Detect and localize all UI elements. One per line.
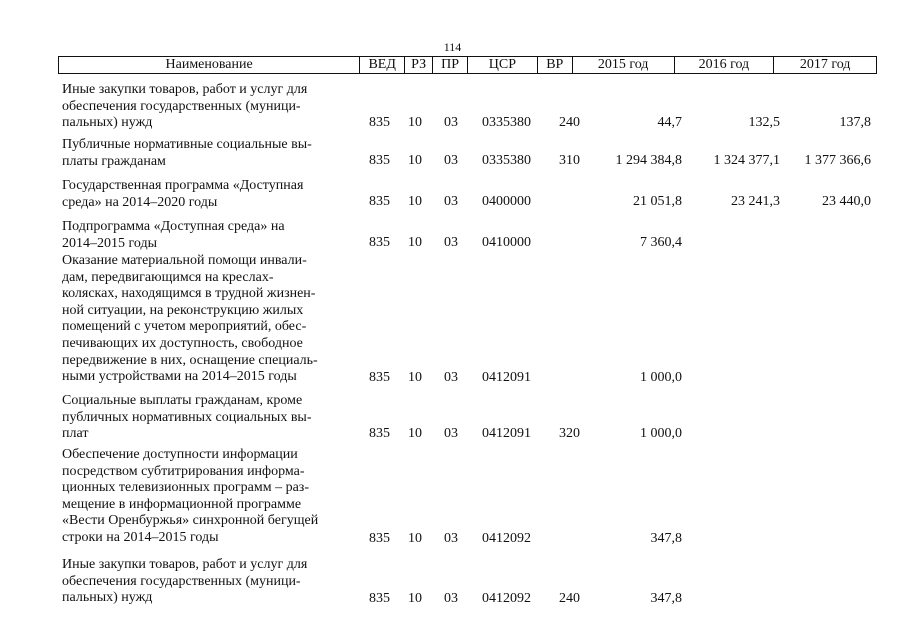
- row-ved: 835: [369, 115, 390, 131]
- row-value-2015: 347,8: [650, 531, 682, 547]
- header-2015: 2015 год: [573, 57, 675, 73]
- row-value-2016: 132,5: [748, 115, 780, 131]
- row-name: Обеспечение доступности информации посредством субтитрирования информа- ционных телевизионных программ – раз- мещение в информационной программе «Вести Оренбуржья» синхронной бегущей строки на 2014–2015 годы: [62, 447, 319, 545]
- row-value-2015: 347,8: [650, 591, 682, 607]
- row-value-2015: 7 360,4: [640, 235, 682, 251]
- header-pr: ПР: [433, 57, 468, 73]
- row-vr: 240: [559, 115, 580, 131]
- row-pr: 03: [444, 153, 458, 169]
- row-csr: 0412091: [482, 370, 531, 386]
- table-row: [0, 253, 905, 387]
- header-2017: 2017 год: [799, 57, 851, 72]
- header-name: Наименование: [59, 57, 360, 73]
- row-value-2017: 1 377 366,6: [804, 153, 871, 169]
- row-csr: 0410000: [482, 235, 531, 251]
- row-name: Государственная программа «Доступная среда» на 2014–2020 годы: [62, 178, 304, 210]
- page-number: 114: [443, 40, 462, 54]
- row-pr: 03: [444, 115, 458, 131]
- table-row: [0, 447, 905, 548]
- row-vr: 240: [559, 591, 580, 607]
- row-rz: 10: [408, 531, 422, 547]
- row-pr: 03: [444, 194, 458, 210]
- row-name: Иные закупки товаров, работ и услуг для обеспечения государственных (муници- пальных) нужд: [62, 557, 308, 606]
- row-value-2016: 1 324 377,1: [713, 153, 780, 169]
- row-value-2015: 1 000,0: [640, 370, 682, 386]
- table-row: [0, 82, 905, 132]
- row-rz: 10: [408, 194, 422, 210]
- row-name: Подпрограмма «Доступная среда» на 2014–2015 годы: [62, 219, 285, 251]
- row-ved: 835: [369, 531, 390, 547]
- table-row: [0, 557, 905, 608]
- row-csr: 0335380: [482, 153, 531, 169]
- row-pr: 03: [444, 426, 458, 442]
- row-ved: 835: [369, 591, 390, 607]
- row-name: Публичные нормативные социальные вы- платы гражданам: [62, 137, 312, 169]
- row-pr: 03: [444, 591, 458, 607]
- row-ved: 835: [369, 426, 390, 442]
- row-ved: 835: [369, 235, 390, 251]
- header-csr: ЦСР: [468, 57, 538, 73]
- row-pr: 03: [444, 235, 458, 251]
- row-value-2015: 44,7: [657, 115, 682, 131]
- row-rz: 10: [408, 153, 422, 169]
- table-row: [0, 219, 905, 252]
- row-vr: 310: [559, 153, 580, 169]
- table-row: [0, 178, 905, 211]
- row-value-2017: 23 440,0: [822, 194, 871, 210]
- row-csr: 0412092: [482, 591, 531, 607]
- row-rz: 10: [408, 235, 422, 251]
- header-vr: ВР: [538, 57, 573, 73]
- table-header: [58, 56, 877, 74]
- row-csr: 0400000: [482, 194, 531, 210]
- table-row: [0, 393, 905, 443]
- header-ved: ВЕД: [360, 57, 405, 73]
- row-rz: 10: [408, 115, 422, 131]
- row-rz: 10: [408, 426, 422, 442]
- row-ved: 835: [369, 370, 390, 386]
- row-name: Социальные выплаты гражданам, кроме публичных нормативных социальных вы- плат: [62, 393, 312, 442]
- row-name: Оказание материальной помощи инвали- дам, передвигающимся на креслах- колясках, находящимся в трудной жизнен- ной ситуации, на реконструкцию жилых помещений с учетом мероприятий, обес- печивающих их доступность, свободное передвижение в них, оснащение специаль- ными устройствами на 2014–2015 годы: [62, 253, 318, 385]
- row-value-2015: 1 294 384,8: [615, 153, 682, 169]
- row-pr: 03: [444, 370, 458, 386]
- row-value-2016: 23 241,3: [731, 194, 780, 210]
- row-name: Иные закупки товаров, работ и услуг для обеспечения государственных (муници- пальных) нужд: [62, 82, 308, 131]
- row-csr: 0335380: [482, 115, 531, 131]
- row-ved: 835: [369, 194, 390, 210]
- row-pr: 03: [444, 531, 458, 547]
- row-rz: 10: [408, 591, 422, 607]
- row-value-2015: 21 051,8: [633, 194, 682, 210]
- row-csr: 0412092: [482, 531, 531, 547]
- header-rz: РЗ: [405, 57, 433, 73]
- row-ved: 835: [369, 153, 390, 169]
- header-2016: 2016 год: [675, 57, 775, 73]
- table-row: [0, 137, 905, 170]
- row-rz: 10: [408, 370, 422, 386]
- row-value-2017: 137,8: [839, 115, 871, 131]
- row-vr: 320: [559, 426, 580, 442]
- row-csr: 0412091: [482, 426, 531, 442]
- row-value-2015: 1 000,0: [640, 426, 682, 442]
